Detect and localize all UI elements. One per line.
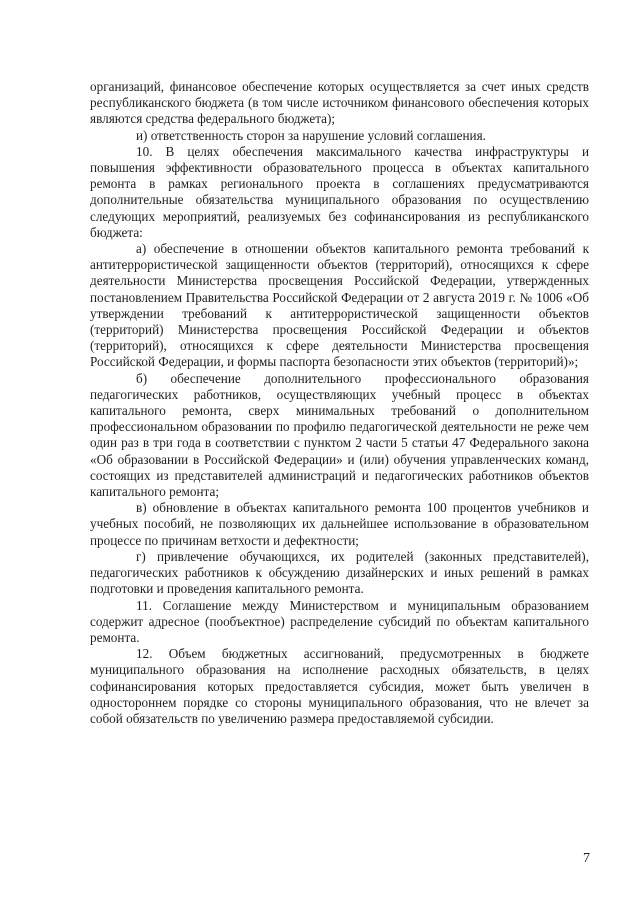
- paragraph-clause-g: г) привлечение обучающихся, их родителей (законных представителей), педагогических работников к обсуждению дизайнерских и иных решений в рамках подготовки и проведения капитального ремонта.: [90, 548, 589, 597]
- paragraph-clause-b: б) обеспечение дополнительного профессионального образования педагогических работников, осуществляющих учебный процесс в объектах капитального ремонта, сверх минимальных требований о дополнительном профессиональном образовании по профилю педагогической деятельности не реже чем один раз в три года в соответствии с пунктом 2 части 5 статьи 47 Федерального закона «Об образовании в Российской Федерации» и (или) обучения управленческих команд, состоящих из представителей администраций и педагогических работников объектов капитального ремонта;: [90, 370, 589, 500]
- paragraph-item-12: 12. Объем бюджетных ассигнований, предусмотренных в бюджете муниципального образования на исполнение расходных обязательств, в целях софинансирования которых предоставляется субсидия, может быть увеличен в одностороннем порядке со стороны муниципального образования, что не влечет за собой обязательств по увеличению размера предоставляемой субсидии.: [90, 646, 589, 726]
- page-number: 7: [583, 851, 590, 866]
- paragraph-item-10: 10. В целях обеспечения максимального качества инфраструктуры и повышения эффективности образовательного процесса в объектах капитального ремонта в рамках регионального проекта в соглашениях предусматриваются дополнительные обязательства муниципального образования по осуществлению следующих мероприятий, реализуемых без софинансирования из республиканского бюджета:: [90, 143, 589, 240]
- paragraph-clause-i-responsibility: и) ответственность сторон за нарушение условий соглашения.: [136, 127, 486, 143]
- paragraph-item-11: 11. Соглашение между Министерством и муниципальным образованием содержит адресное (пообъектное) распределение субсидий по объектам капитального ремонта.: [90, 597, 589, 645]
- document-body: [90, 79, 589, 727]
- paragraph-clause-a: а) обеспечение в отношении объектов капитального ремонта требований к антитеррористической защищенности объектов (территорий), относящихся к сфере деятельности Министерства просвещения Российской Федерации, утвержденных постановлением Правительства Российской Федерации от 2 августа 2019 г. № 1006 «Об утверждении требований к антитеррористической защищенности объектов (территорий) Министерства просвещения Российской Федерации и объектов (территорий), относящихся к сфере деятельности Министерства просвещения Российской Федерации, и формы паспорта безопасности этих объектов (территорий)»;: [90, 241, 589, 370]
- paragraph-continuation-organizations: организаций, финансовое обеспечение которых осуществляется за счет иных средств республиканского бюджета (в том числе источником финансового обеспечения которых являются средства федерального бюджета);: [90, 79, 589, 127]
- paragraph-clause-v: в) обновление в объектах капитального ремонта 100 процентов учебников и учебных пособий, не позволяющих их дальнейшее использование в образовательном процессе по причинам ветхости и дефектности;: [90, 500, 589, 548]
